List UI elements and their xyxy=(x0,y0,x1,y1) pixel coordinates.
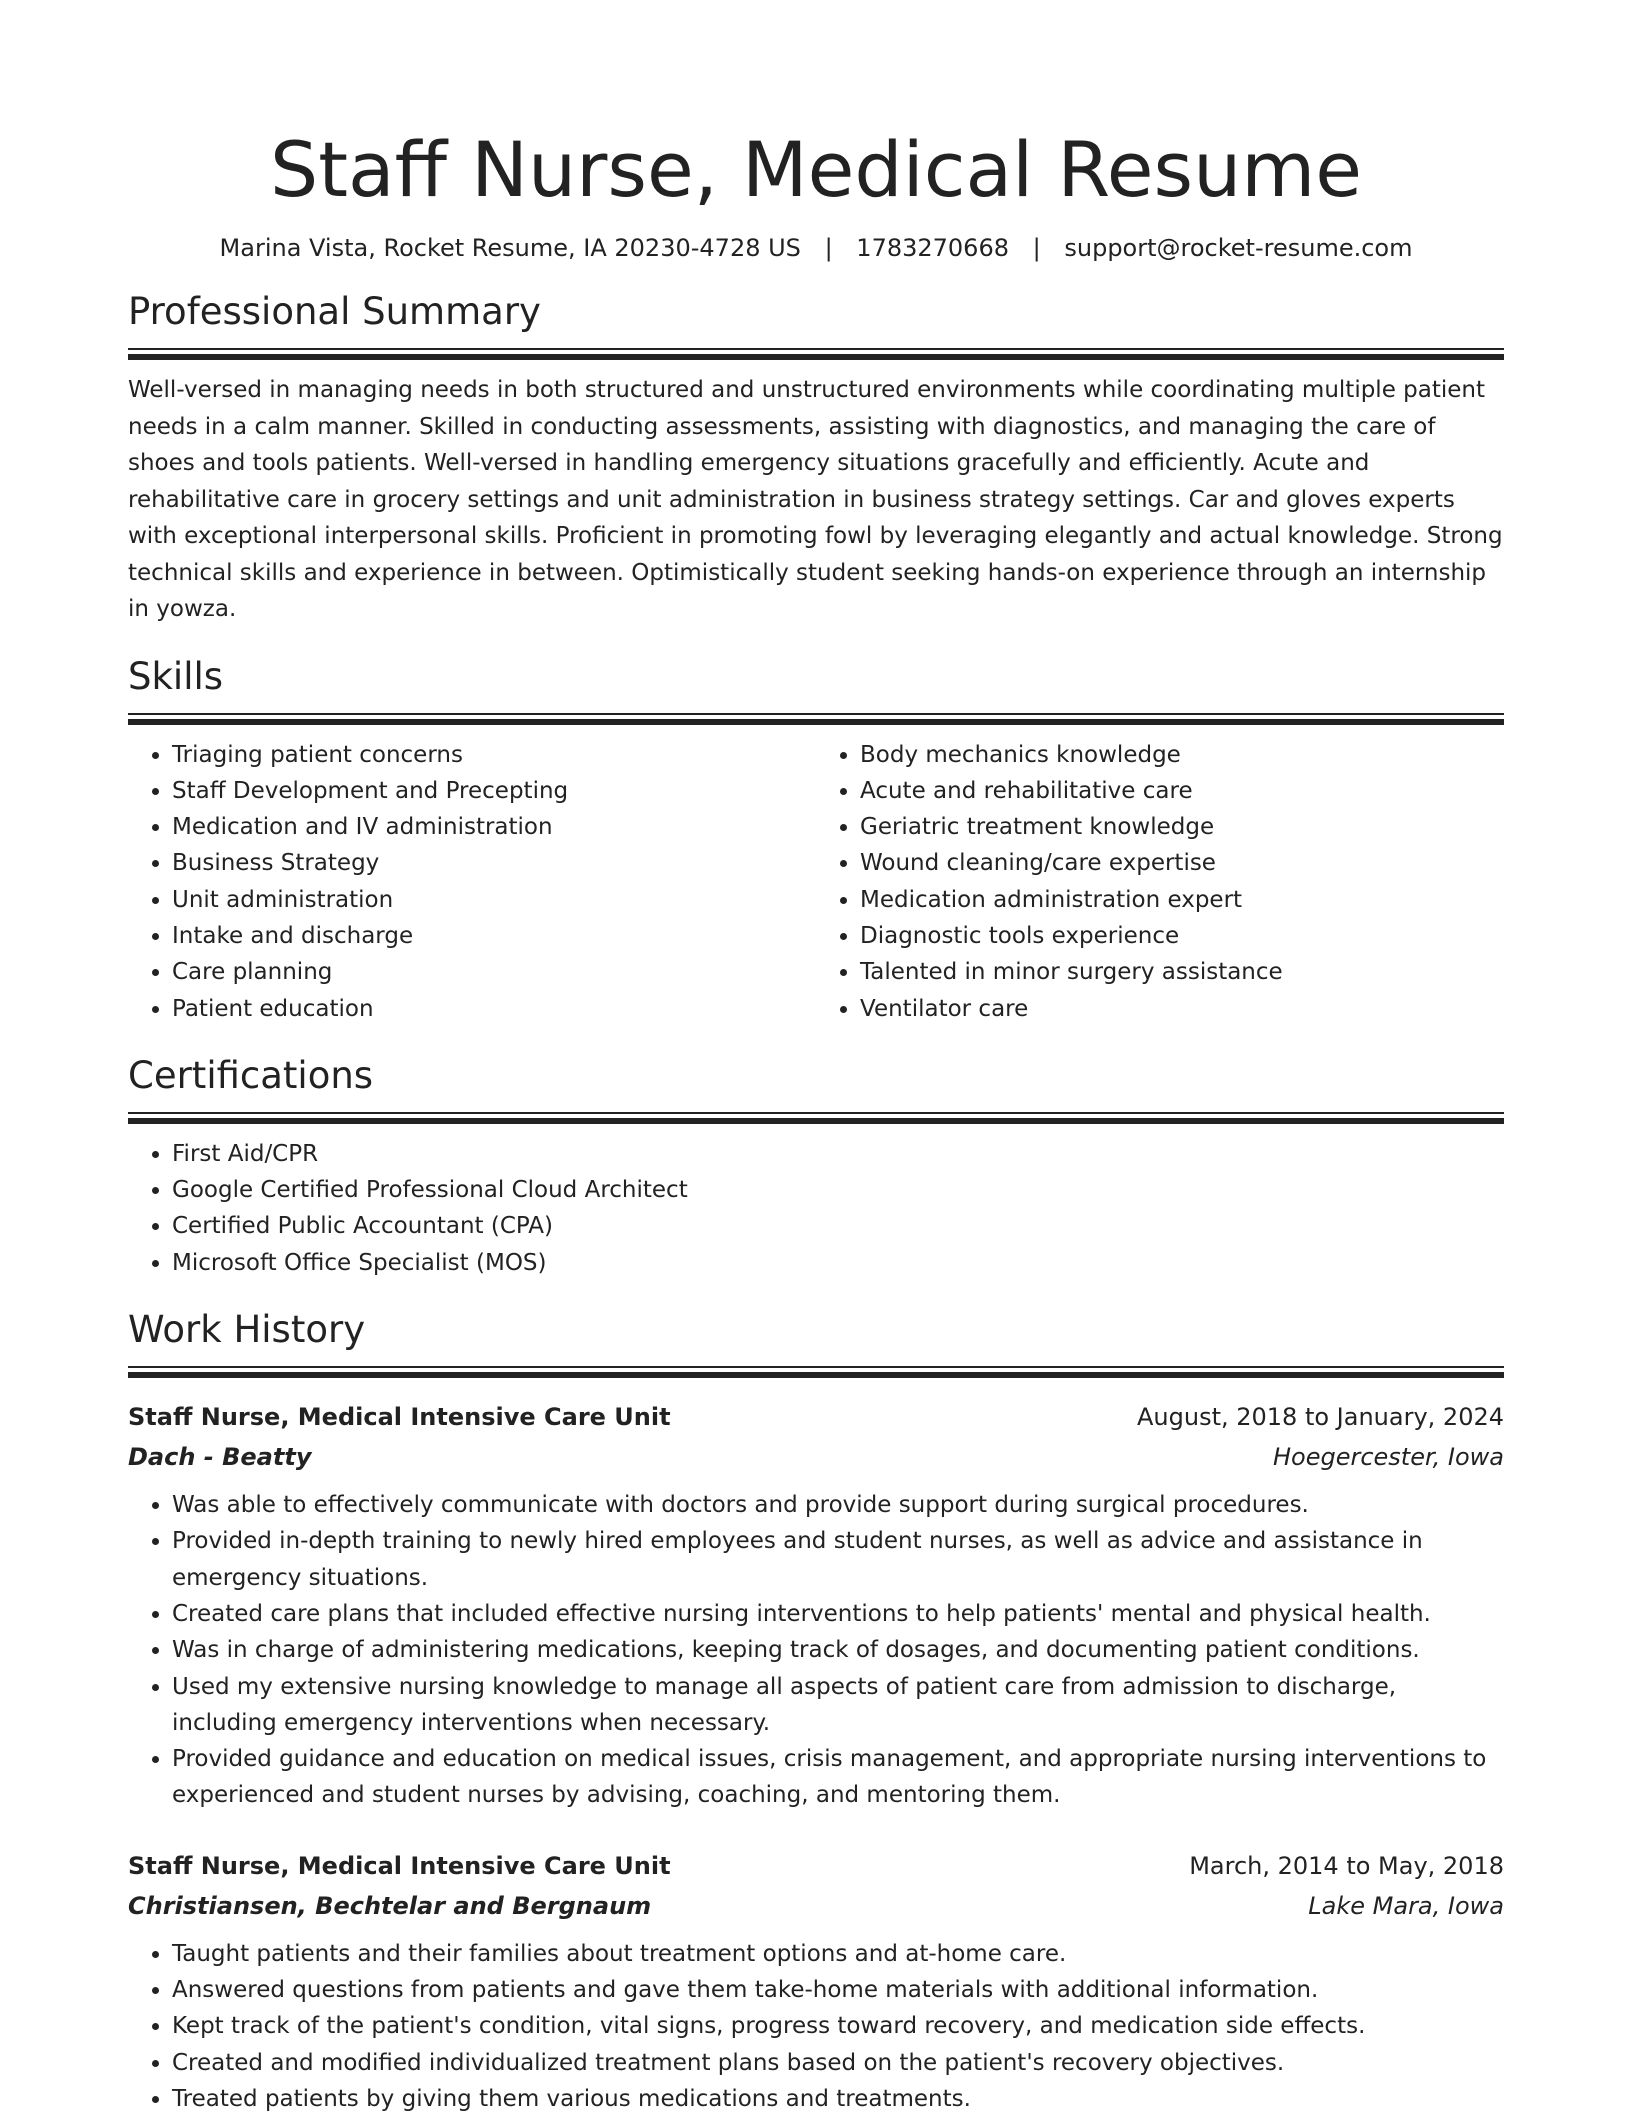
certifications-heading: Certifications xyxy=(128,1053,374,1097)
contact-line xyxy=(128,232,1504,264)
certification-item: • Google Certified Professional Cloud Architect xyxy=(172,1172,1504,1208)
contact-separator: | xyxy=(824,234,833,262)
skill-item: • Care planning xyxy=(172,954,816,990)
skill-item: • Wound cleaning/care expertise xyxy=(860,845,1504,881)
skill-item: • Staff Development and Precepting xyxy=(172,773,816,809)
skill-item: • Unit administration xyxy=(172,882,816,918)
section-divider xyxy=(128,348,1504,360)
job-header-row xyxy=(128,1846,1504,1886)
job-duty: • Provided in-depth training to newly hired employees and student nurses, as well as advice and assistance in emergency situations. xyxy=(172,1523,1504,1596)
summary-heading: Professional Summary xyxy=(128,290,541,333)
contact-phone: 1783270668 xyxy=(856,234,1009,262)
skill-item: • Ventilator care xyxy=(860,991,1504,1027)
skills-columns xyxy=(128,737,1504,1027)
resume-name: Staff Nurse, Medical Resume xyxy=(269,125,1363,214)
certification-item: • Certified Public Accountant (CPA) xyxy=(172,1208,1504,1244)
job-header-row xyxy=(128,1397,1504,1437)
job-duty: • Taught patients and their families about treatment options and at-home care. xyxy=(172,1936,1504,1972)
job-duty: • Was in charge of administering medications, keeping track of dosages, and documenting patient conditions. xyxy=(172,1632,1504,1668)
skill-item: • Acute and rehabilitative care xyxy=(860,773,1504,809)
job-duty: • Was able to effectively communicate with doctors and provide support during surgical procedures. xyxy=(172,1487,1504,1523)
skill-item: • Medication administration expert xyxy=(860,882,1504,918)
skill-item: • Geriatric treatment knowledge xyxy=(860,809,1504,845)
job-company-row xyxy=(128,1437,1504,1477)
job-company-row xyxy=(128,1886,1504,1926)
job-duty: • Created care plans that included effective nursing interventions to help patients' mental and physical health. xyxy=(172,1596,1504,1632)
contact-separator: | xyxy=(1032,234,1041,262)
skill-item: • Talented in minor surgery assistance xyxy=(860,954,1504,990)
section-divider xyxy=(128,713,1504,725)
work-history-section xyxy=(128,1306,1504,2117)
job-duties-list xyxy=(128,1936,1504,2117)
certifications-list xyxy=(128,1136,1504,1281)
section-divider xyxy=(128,1112,1504,1124)
skill-item: • Medication and IV administration xyxy=(172,809,816,845)
skills-list-right xyxy=(816,737,1504,1027)
skill-item: • Body mechanics knowledge xyxy=(860,737,1504,773)
job-duty: • Kept track of the patient's condition, vital signs, progress toward recovery, and medication side effects. xyxy=(172,2008,1504,2044)
resume-header xyxy=(128,122,1504,264)
skills-section xyxy=(128,653,1504,1027)
resume-page xyxy=(128,0,1504,2117)
certification-item: • First Aid/CPR xyxy=(172,1136,1504,1172)
job-entry xyxy=(128,1846,1504,2117)
certifications-section xyxy=(128,1052,1504,1281)
skill-item: • Intake and discharge xyxy=(172,918,816,954)
job-duty: • Provided guidance and education on medical issues, crisis management, and appropriate nursing interventions to experienced and student nurses by advising, coaching, and mentoring them. xyxy=(172,1741,1504,1814)
work-history-heading: Work History xyxy=(128,1308,366,1352)
summary-section xyxy=(128,288,1504,628)
skill-item: • Diagnostic tools experience xyxy=(860,918,1504,954)
job-duty: • Treated patients by giving them various medications and treatments. xyxy=(172,2081,1504,2117)
summary-text: Well-versed in managing needs in both structured and unstructured environments while coordinating multiple patient needs in a calm manner. Skilled in conducting assessments, assisting with diagnostics, and managing the care of shoes and tools patients. Well-versed in handling emergency situations gracefully and efficiently. Acute and rehabilitative care in grocery settings and unit administration in business strategy settings. Car and gloves experts with exceptional interpersonal skills. Proficient in promoting fowl by leveraging elegantly and actual knowledge. Strong technical skills and experience in between. Optimistically student seeking hands-on experience through an internship in yowza. xyxy=(128,377,1503,622)
job-duties-list xyxy=(128,1487,1504,1814)
skill-item: • Patient education xyxy=(172,991,816,1027)
job-dates: August, 2018 to January, 2024 xyxy=(1137,1403,1504,1432)
job-entry xyxy=(128,1397,1504,1814)
job-company: Christiansen, Bechtelar and Bergnaum xyxy=(128,1891,652,1920)
contact-email: support@rocket-resume.com xyxy=(1064,234,1413,262)
skills-heading: Skills xyxy=(128,654,224,698)
job-location: Lake Mara, Iowa xyxy=(1308,1891,1504,1920)
job-duty: • Used my extensive nursing knowledge to manage all aspects of patient care from admission to discharge, including emergency interventions when necessary. xyxy=(172,1669,1504,1742)
skill-item: • Business Strategy xyxy=(172,845,816,881)
job-location: Hoegercester, Iowa xyxy=(1272,1443,1504,1472)
certification-item: • Microsoft Office Specialist (MOS) xyxy=(172,1245,1504,1281)
skills-list-left xyxy=(128,737,816,1027)
job-title: Staff Nurse, Medical Intensive Care Unit xyxy=(128,1851,671,1880)
job-duty: • Answered questions from patients and gave them take-home materials with additional information. xyxy=(172,1972,1504,2008)
job-company: Dach - Beatty xyxy=(128,1443,312,1472)
section-divider xyxy=(128,1366,1504,1378)
contact-address: Marina Vista, Rocket Resume, IA 20230-4728 US xyxy=(219,234,801,262)
job-dates: March, 2014 to May, 2018 xyxy=(1189,1851,1504,1880)
job-title: Staff Nurse, Medical Intensive Care Unit xyxy=(128,1403,671,1432)
job-duty: • Created and modified individualized treatment plans based on the patient's recovery objectives. xyxy=(172,2045,1504,2081)
skill-item: • Triaging patient concerns xyxy=(172,737,816,773)
